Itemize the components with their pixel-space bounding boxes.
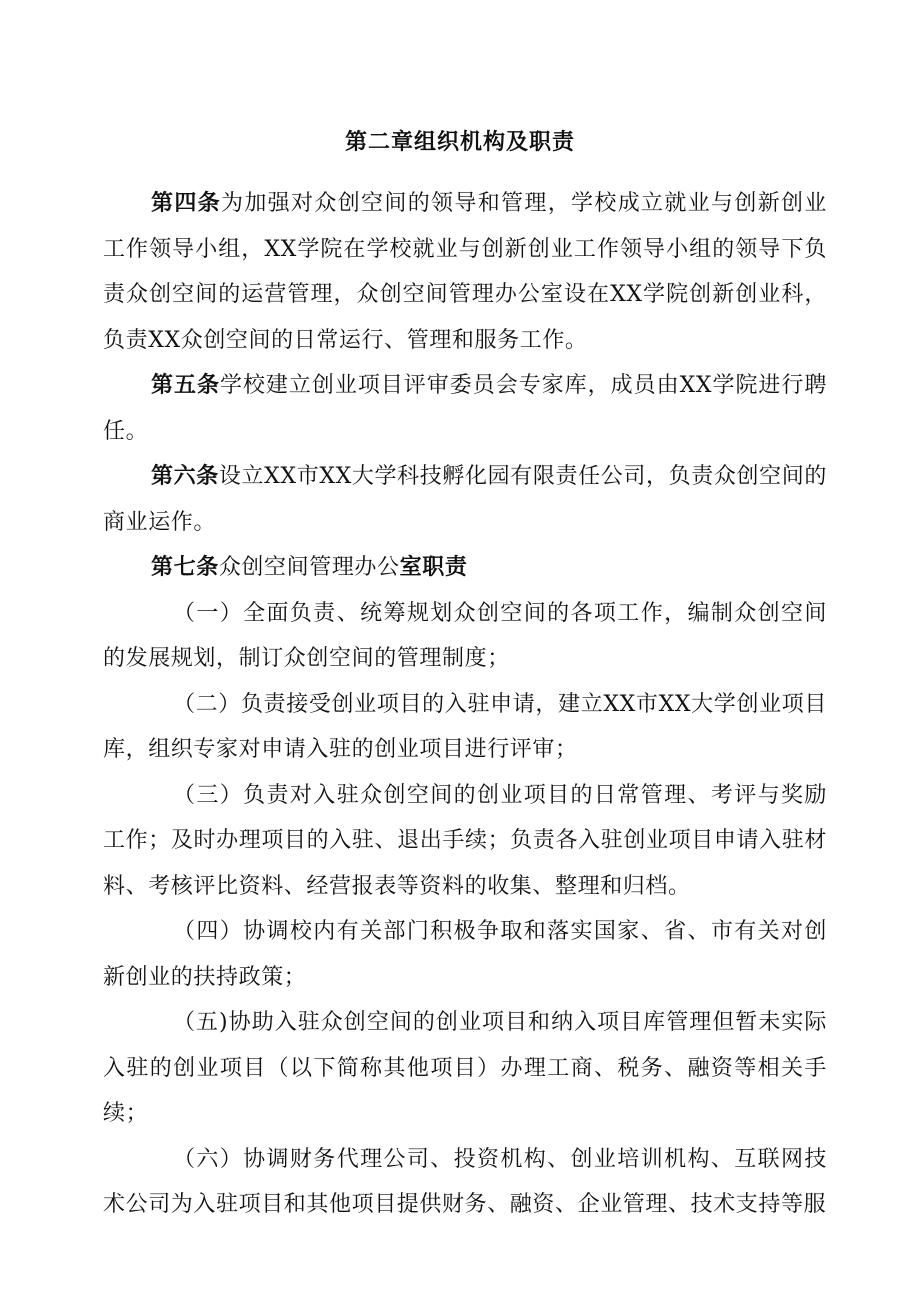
duty-item: （二）负责接受创业项目的入驻申请，建立XX市XX大学创业项目库，组织专家对申请入驻的创业项目进行评审； — [103, 691, 827, 762]
article-4 — [103, 181, 827, 363]
article-7 — [103, 545, 827, 591]
duty-item: （五)协助入驻众创空间的创业项目和纳入项目库管理但暂未实际入驻的创业项目（以下简称其他项目）办理工商、税务、融资等相关手续； — [103, 1010, 827, 1126]
article-7-lead: 第七条 — [151, 555, 219, 580]
article-6-lead: 第六条 — [151, 464, 219, 489]
article-4-lead: 第四条 — [151, 191, 222, 216]
article-6-text: 设立XX市XX大学科技孵化园有限责任公司，负责众创空间的商业运作。 — [103, 464, 827, 535]
article-5-text: 学校建立创业项目评审委员会专家库，成员由XX学院进行聘任。 — [103, 373, 827, 444]
article-5 — [103, 363, 827, 454]
duty-item: （三）负责对入驻众创空间的创业项目的日常管理、考评与奖励工作；及时办理项目的入驻、退出手续；负责各入驻创业项目申请入驻材料、考核评比资料、经营报表等资料的收集、整理和归档。 — [103, 782, 827, 899]
duty-item: （一）全面负责、统筹规划众创空间的各项工作，编制众创空间的发展规划，制订众创空间的管理制度； — [103, 600, 827, 671]
article-5-lead: 第五条 — [151, 373, 220, 398]
article-4-text: 为加强对众创空间的领导和管理，学校成立就业与创新创业工作领导小组，XX学院在学校就业与创新创业工作领导小组的领导下负责众创空间的运营管理，众创空间管理办公室设在XX学院创新创业科，负责XX众创空间的日常运行、管理和服务工作。 — [103, 191, 827, 353]
document-body — [103, 181, 827, 1228]
article-6 — [103, 454, 827, 545]
article-7-emphasis: 室职责 — [399, 555, 468, 580]
duty-item: （四）协调校内有关部门积极争取和落实国家、省、市有关对创新创业的扶持政策； — [103, 919, 827, 990]
article-7-text: 众创空间管理办公 — [218, 555, 400, 580]
duty-item: （六）协调财务代理公司、投资机构、创业培训机构、互联网技术公司为入驻项目和其他项目提供财务、融资、企业管理、技术支持等服 — [103, 1146, 827, 1217]
chapter-title: 第二章组织机构及职责 — [344, 130, 575, 155]
